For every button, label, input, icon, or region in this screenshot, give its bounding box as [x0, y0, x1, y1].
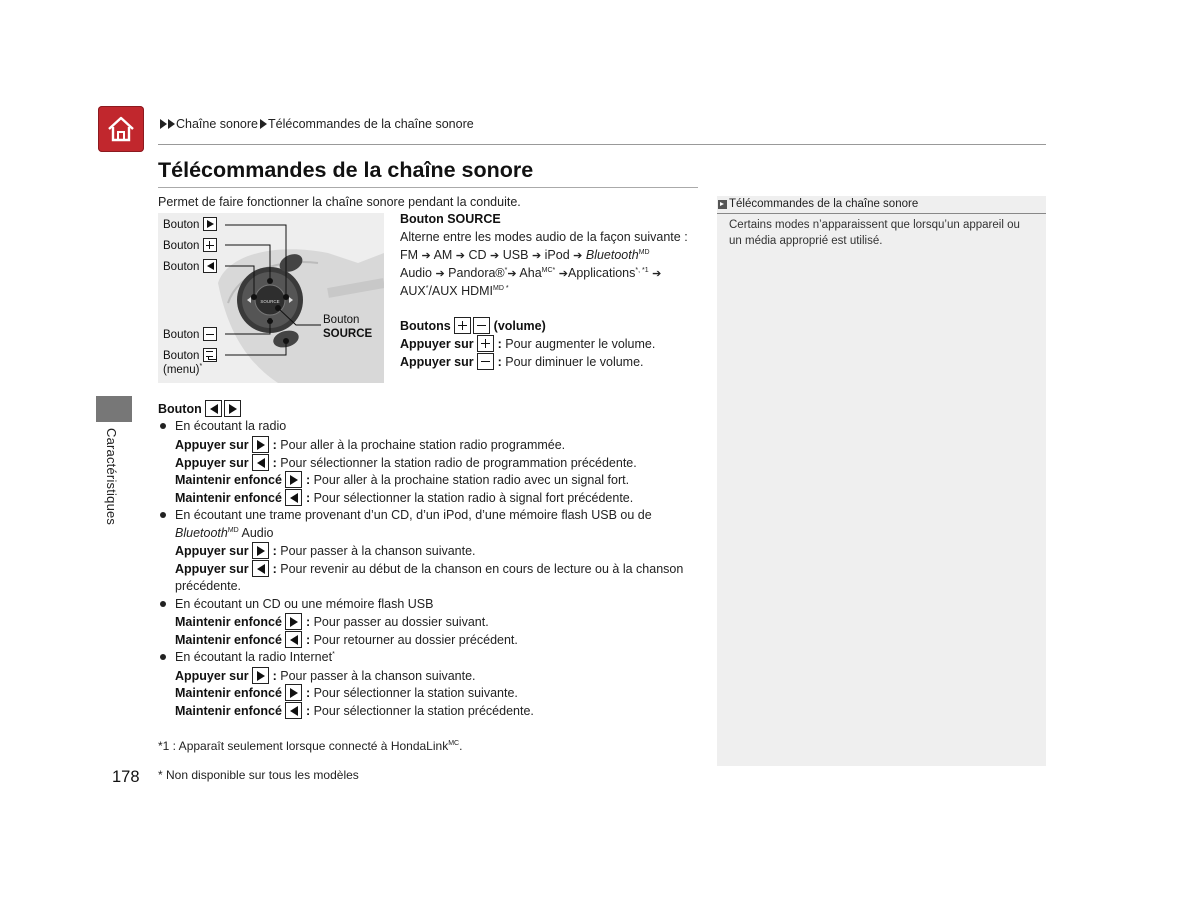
page-title: Télécommandes de la chaîne sonore	[158, 158, 534, 182]
breadcrumb	[160, 117, 474, 131]
cd-heading: En écoutant une trame provenant d’un CD, d’un iPod, d’une mémoire flash USB ou de	[175, 508, 652, 522]
footnote-hondalink: *1 : Apparaît seulement lorsque connecté à HondaLink$^{MC}$.	[158, 739, 463, 753]
side-note-panel	[717, 196, 1046, 766]
intro-text: Permet de faire fonctionner la chaîne sonore pendant la conduite.	[158, 195, 521, 209]
radio-hold-next: Maintenir enfoncé : Pour aller à la prochaine station radio avec un signal fort.	[175, 473, 630, 487]
footnote-availability: * Non disponible sur tous les modèles	[158, 768, 359, 782]
volume-heading: Boutons (volume)	[400, 319, 546, 333]
cd-heading-2: Bluetooth$^{MD}$ Audio	[175, 526, 274, 540]
volume-down-line: Appuyer sur : Pour diminuer le volume.	[400, 355, 644, 369]
prev-icon	[285, 631, 302, 648]
next-icon	[285, 471, 302, 488]
chapter-tab[interactable]	[96, 396, 132, 422]
breadcrumb-current: Télécommandes de la chaîne sonore	[268, 117, 474, 131]
next-icon	[252, 667, 269, 684]
seek-heading: Bouton	[158, 400, 241, 419]
next-icon	[203, 217, 217, 231]
steering-wheel-illustration	[158, 213, 384, 383]
next-icon	[252, 542, 269, 559]
chapter-label: Caractéristiques	[104, 428, 119, 526]
source-sequence-3: AUX*/AUX $HDMI^{MD *}$	[400, 284, 509, 298]
inet-hold-next: Maintenir enfoncé : Pour sélectionner la station suivante.	[175, 686, 518, 700]
usb-heading: En écoutant un CD ou une mémoire flash USB	[175, 597, 434, 611]
breadcrumb-arrow-icon	[260, 119, 267, 129]
next-icon	[285, 613, 302, 630]
home-button[interactable]	[98, 106, 144, 152]
callout-source-button: Bouton SOURCE	[323, 314, 373, 340]
callout-prev-button: Bouton	[163, 259, 217, 274]
radio-hold-prev: Maintenir enfoncé : Pour sélectionner la station radio à signal fort précédente.	[175, 491, 634, 505]
wheel-source-label: SOURCE	[260, 299, 280, 304]
source-heading: Bouton SOURCE	[400, 212, 501, 226]
cd-press-prev: Appuyer sur : Pour revenir au début de la chanson en cours de lecture ou à la chanson	[175, 562, 684, 576]
next-icon	[252, 436, 269, 453]
cd-press-prev-cont: précédente.	[175, 579, 242, 593]
breadcrumb-arrow-icon	[160, 119, 167, 129]
prev-icon	[203, 259, 217, 273]
plus-icon	[477, 335, 494, 352]
radio-press-next: Appuyer sur : Pour aller à la prochaine station radio programmée.	[175, 438, 566, 452]
bullet-icon	[160, 512, 166, 518]
plus-icon	[454, 317, 471, 334]
source-sequence-2: Audio ➔ Pandora®*➔ Aha$^{MC*}$ ➔Applications$^{*, *1}$ ➔	[400, 266, 662, 280]
usb-hold-prev: Maintenir enfoncé : Pour retourner au dossier précédent.	[175, 633, 518, 647]
prev-icon	[285, 489, 302, 506]
source-sequence-1: FM ➔ AM ➔ CD ➔ USB ➔ iPod ➔ Bluetooth$^{MD}$	[400, 248, 650, 262]
side-note-body: Certains modes n’apparaissent que lorsqu’un appareil ou un média approprié est utilisé.	[729, 219, 1020, 247]
prev-icon	[205, 400, 222, 417]
prev-icon	[252, 560, 269, 577]
prev-icon	[285, 702, 302, 719]
inet-heading: En écoutant la radio Internet*	[175, 650, 335, 664]
bullet-icon	[160, 601, 166, 607]
bullet-icon	[160, 423, 166, 429]
inet-press-next: Appuyer sur : Pour passer à la chanson suivante.	[175, 669, 476, 683]
intro-divider	[158, 187, 698, 188]
bullet-icon	[160, 654, 166, 660]
cd-press-next: Appuyer sur : Pour passer à la chanson suivante.	[175, 544, 476, 558]
usb-hold-next: Maintenir enfoncé : Pour passer au dossier suivant.	[175, 615, 489, 629]
inet-hold-prev: Maintenir enfoncé : Pour sélectionner la station précédente.	[175, 704, 534, 718]
side-note-title: Télécommandes de la chaîne sonore	[717, 196, 1046, 214]
breadcrumb-link-chaine-sonore[interactable]: Chaîne sonore	[176, 117, 259, 131]
callout-plus-button: Bouton	[163, 238, 217, 253]
prev-icon	[252, 454, 269, 471]
next-icon	[224, 400, 241, 417]
callout-minus-button: Bouton	[163, 327, 217, 342]
next-icon	[285, 684, 302, 701]
source-desc: Alterne entre les modes audio de la façon suivante :	[400, 230, 688, 244]
minus-icon	[473, 317, 490, 334]
radio-heading: En écoutant la radio	[175, 419, 287, 433]
header-divider	[158, 144, 1046, 145]
menu-icon	[203, 348, 217, 362]
page-number: 178	[112, 768, 140, 786]
note-arrow-icon	[718, 200, 727, 209]
volume-up-line: Appuyer sur : Pour augmenter le volume.	[400, 337, 656, 351]
minus-icon	[477, 353, 494, 370]
breadcrumb-arrow-icon	[168, 119, 175, 129]
home-icon	[105, 113, 137, 145]
minus-icon	[203, 327, 217, 341]
radio-press-prev: Appuyer sur : Pour sélectionner la station radio de programmation précédente.	[175, 456, 637, 470]
callout-next-button: Bouton	[163, 217, 217, 232]
plus-icon	[203, 238, 217, 252]
callout-menu-button: Bouton (menu)*	[163, 348, 217, 377]
